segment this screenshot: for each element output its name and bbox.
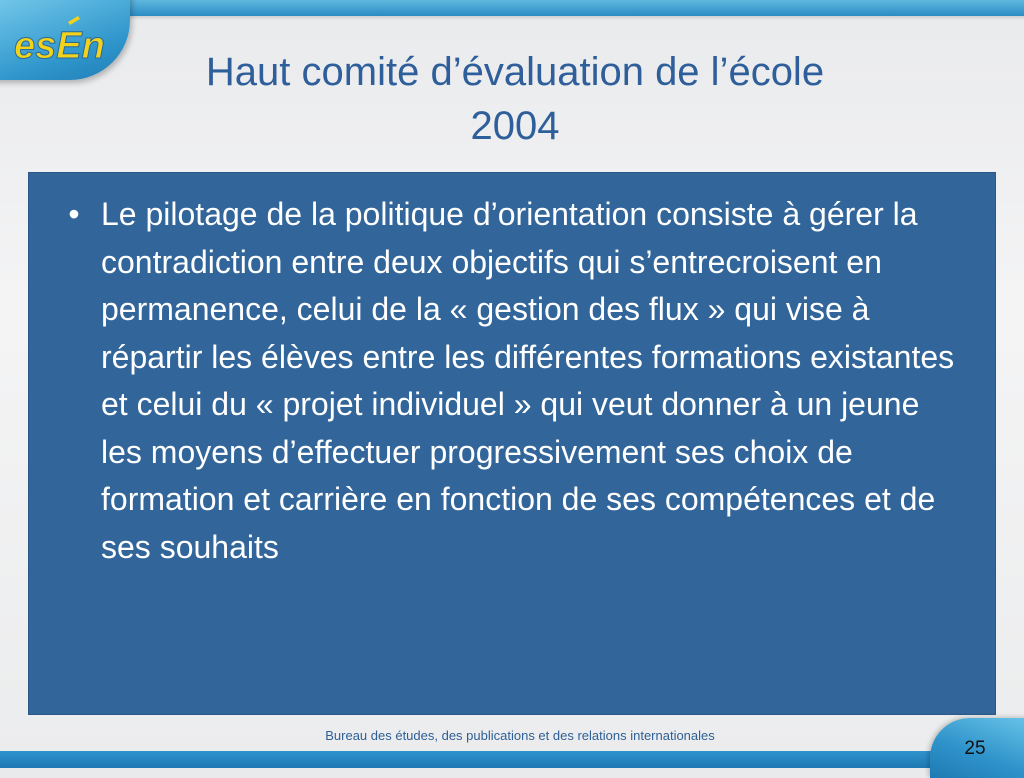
footer-text: Bureau des études, des publications et des relations internationales [325, 728, 715, 743]
top-band [0, 0, 1024, 16]
content-box [28, 172, 996, 715]
page-number: 25 [964, 738, 986, 759]
bullet-item [68, 191, 961, 571]
slide-subtitle-year: 2004 [470, 104, 560, 148]
top-band-shadow [0, 16, 1024, 20]
logo-accent-icon [68, 16, 80, 25]
slide-title: Haut comité d’évaluation de l’école [205, 50, 825, 94]
bottom-band [0, 751, 1024, 768]
logo-text: esEn [14, 25, 105, 67]
esen-logo [12, 14, 112, 70]
bullet-text: Le pilotage de la politique d’orientation consiste à gérer la contradiction entre deux objectifs qui s’entrecroisent en permanence, celui de la « gestion des flux » qui vise à répartir les élèves entre les différentes formations existantes et celui du « projet individuel » qui veut donner à un jeune les moyens d’effectuer progressivement ses choix de formation et carrière en fonction de ses compétences et de ses souhaits [101, 196, 955, 565]
bullet-marker: • [68, 196, 80, 232]
